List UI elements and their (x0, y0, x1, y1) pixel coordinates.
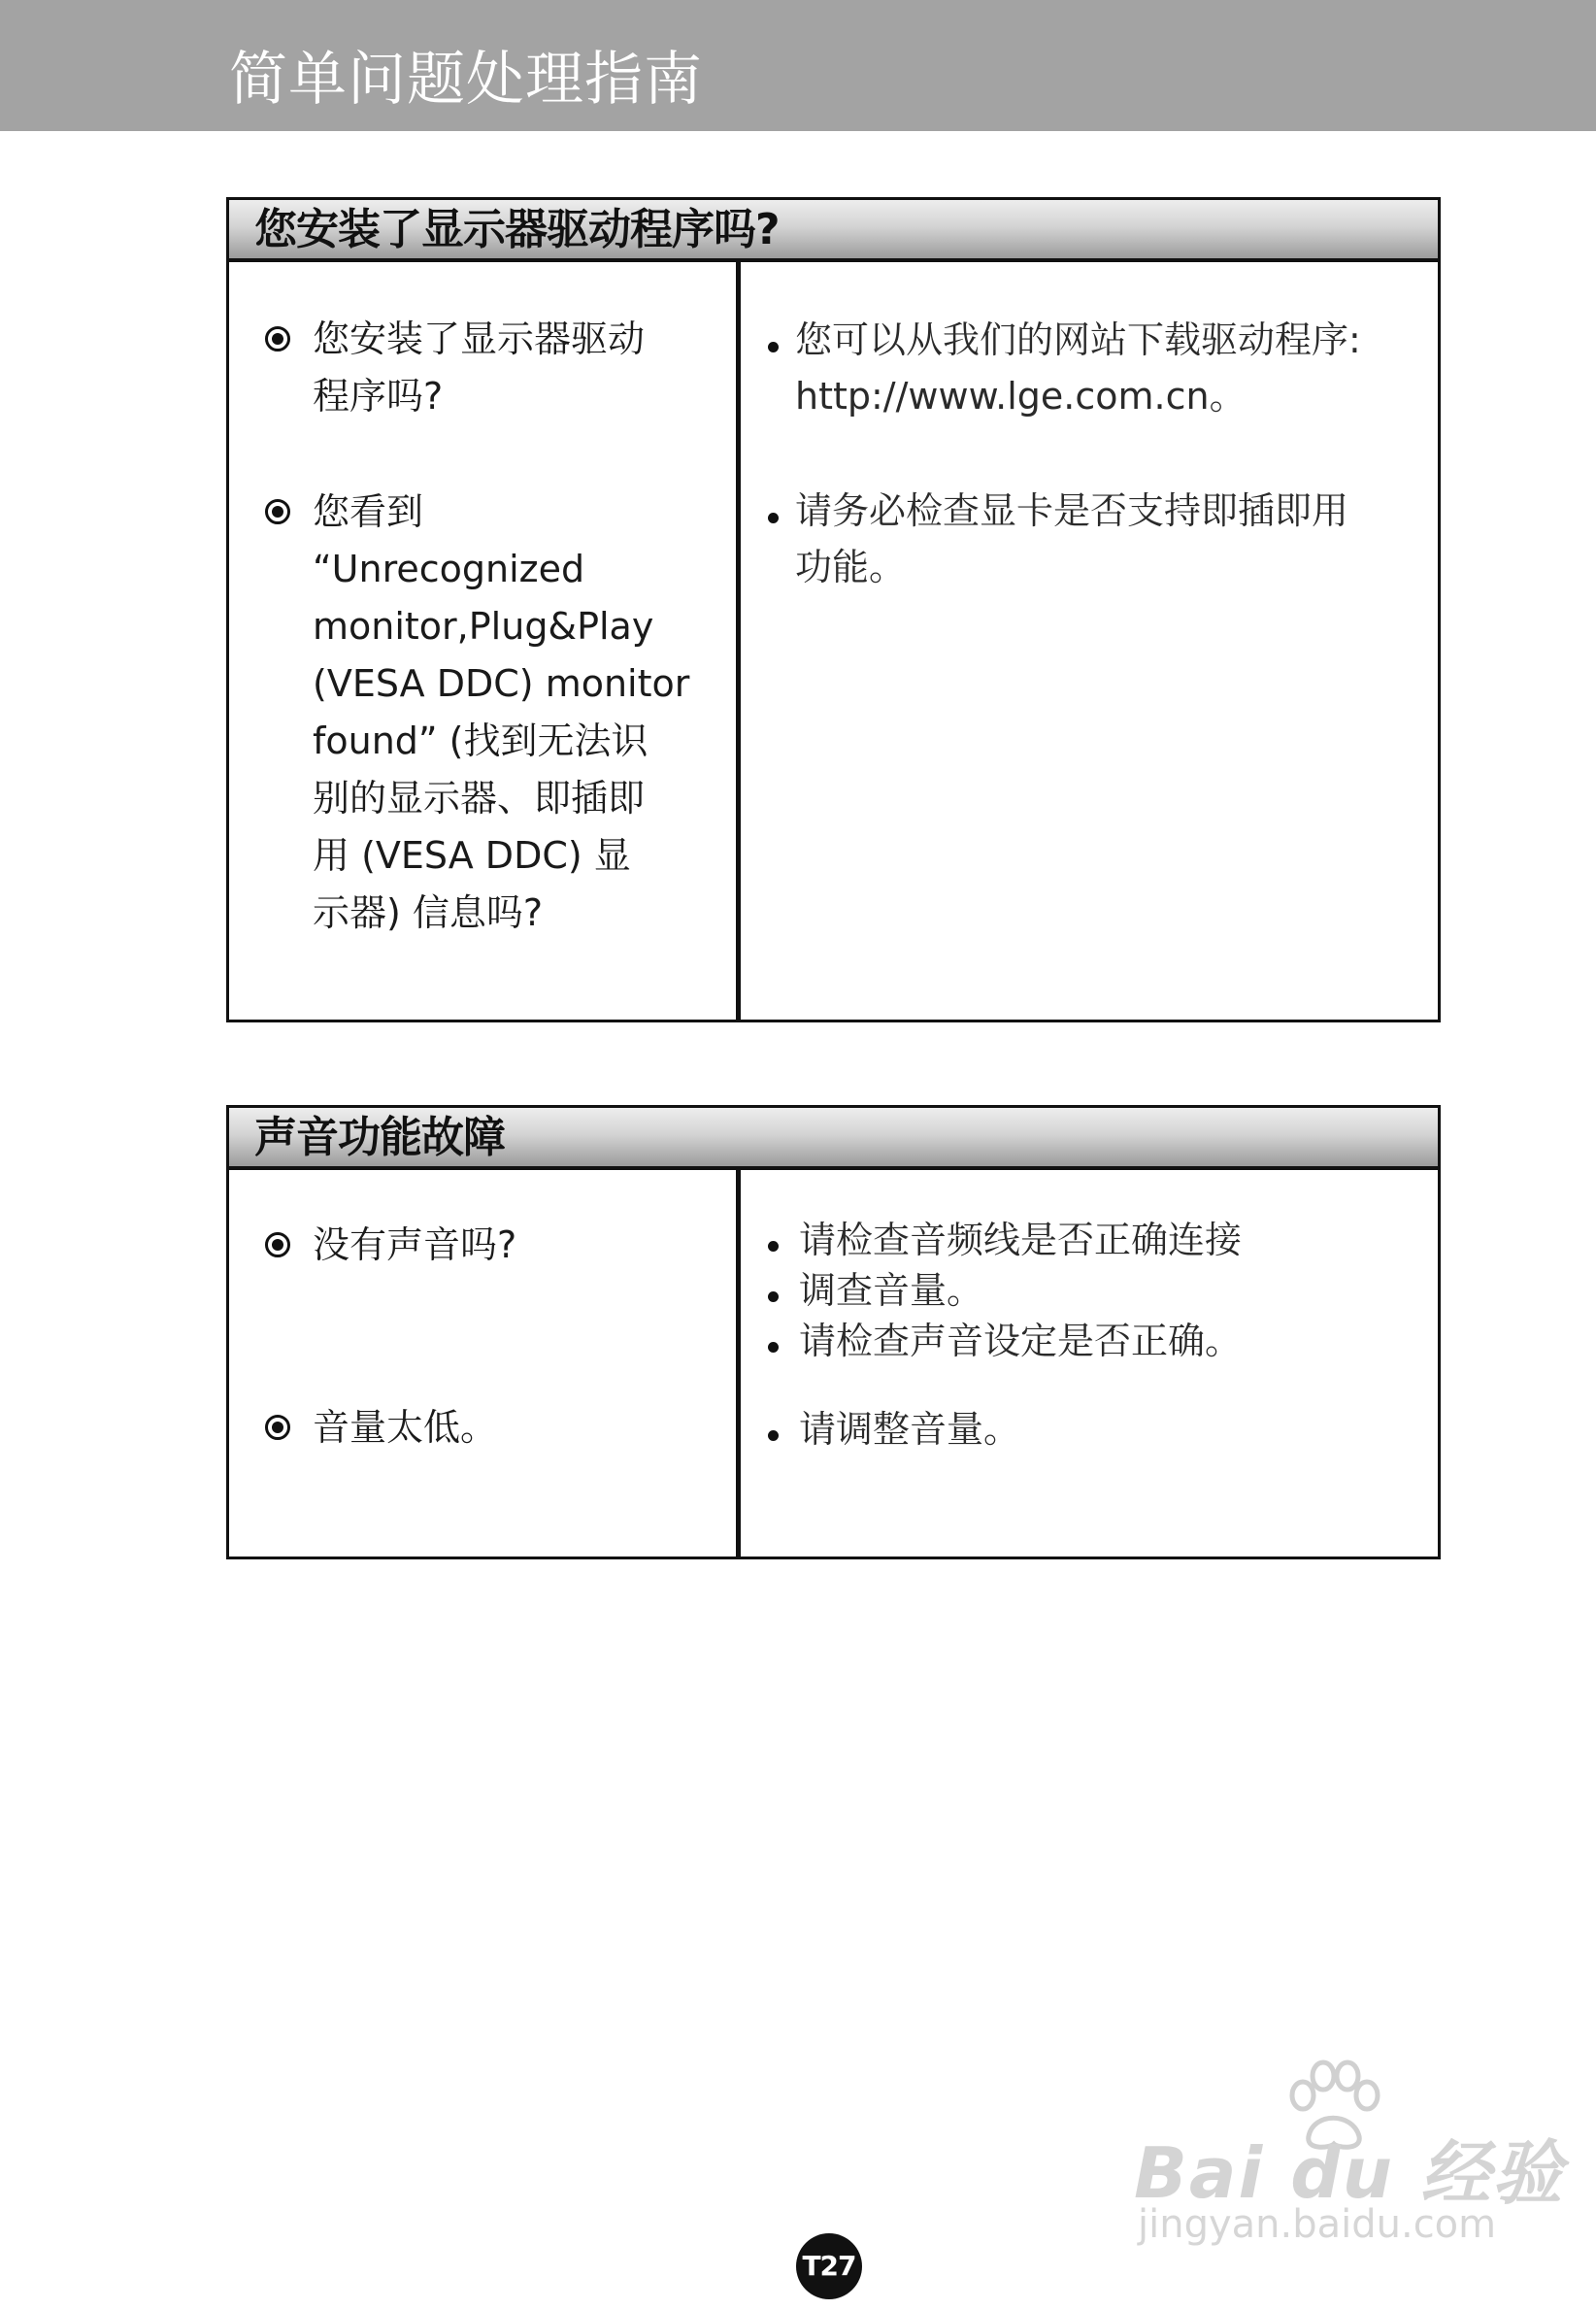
section-title: 声音功能故障 (254, 1113, 505, 1162)
answer-bullet-icon (768, 1241, 779, 1252)
section-driver-panel (226, 197, 1441, 1022)
answer-text: 请务必检查显卡是否支持即插即用 功能。 (795, 489, 1349, 588)
answer-text: 请检查声音设定是否正确。 (799, 1320, 1243, 1362)
column-divider (736, 1170, 741, 1557)
question-bullet-icon (265, 499, 290, 524)
watermark-brand: Bai du 经验 (1134, 2132, 1565, 2214)
answer-text: 请检查音频线是否正确连接 (799, 1219, 1243, 1261)
question-bullet-icon (265, 1415, 290, 1440)
answer-text: 调查音量。 (799, 1269, 984, 1312)
watermark-url: jingyan.baidu.com (1138, 2202, 1497, 2247)
question-bullet-icon (265, 1232, 290, 1257)
section-title: 您安装了显示器驱动程序吗? (254, 205, 780, 254)
page-number: T27 (796, 2233, 862, 2299)
answer-text: 您可以从我们的网站下载驱动程序: http://www.lge.com.cn。 (795, 318, 1361, 418)
section-header (229, 1108, 1438, 1170)
answer-text: 请调整音量。 (799, 1408, 1021, 1451)
answer-bullet-icon (768, 1430, 779, 1441)
question-text: 音量太低。 (313, 1406, 498, 1449)
answer-bullet-icon (768, 1291, 779, 1302)
answer-bullet-icon (768, 342, 779, 352)
section-header (229, 200, 1438, 262)
question-text: 您看到 “Unrecognized monitor,Plug&Play (VESA DDC) monitor found” (找到无法识 别的显示器、即插即 用 (VESA DDC) 显 示器) 信息吗? (313, 490, 690, 934)
question-text: 没有声音吗? (313, 1223, 517, 1266)
answer-bullet-icon (768, 513, 779, 523)
answer-bullet-icon (768, 1342, 779, 1353)
section-sound-panel (226, 1105, 1441, 1559)
question-text: 您安装了显示器驱动 程序吗? (313, 318, 646, 418)
page-title: 简单问题处理指南 (229, 46, 703, 114)
column-divider (736, 262, 741, 1020)
question-bullet-icon (265, 326, 290, 352)
